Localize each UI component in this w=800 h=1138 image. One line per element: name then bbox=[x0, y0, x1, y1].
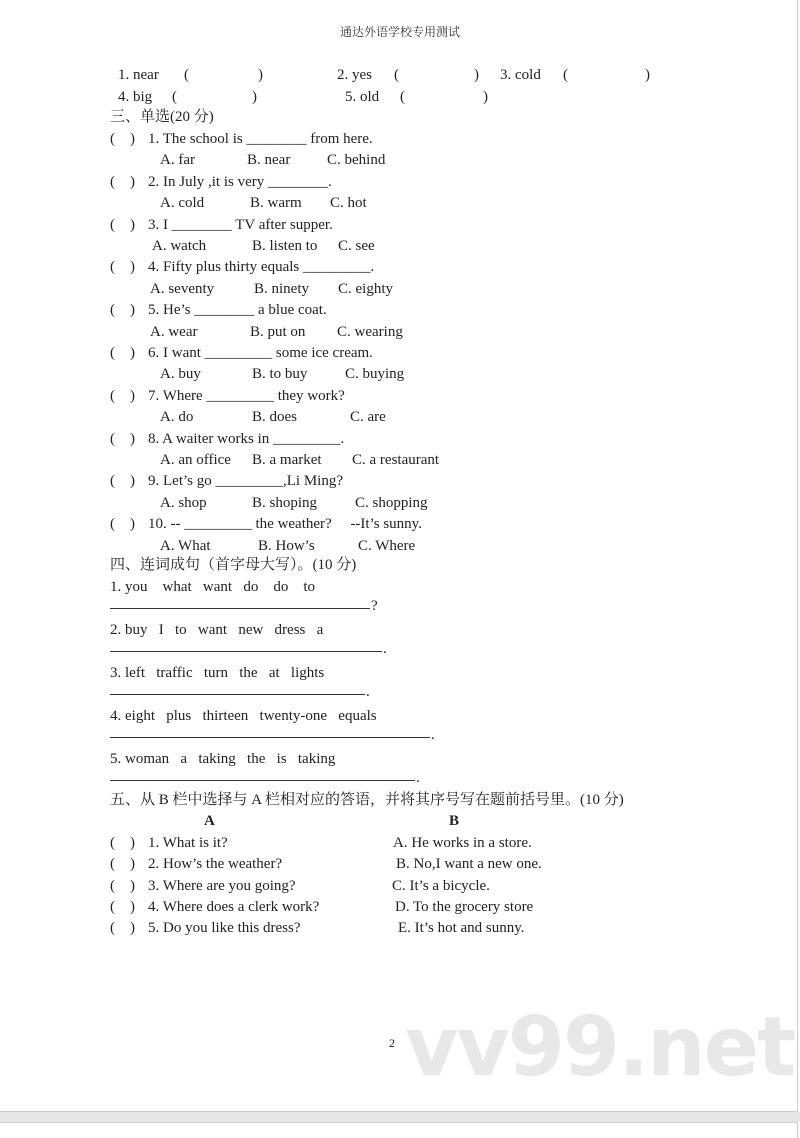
option: C. Where bbox=[358, 537, 416, 554]
answer-bracket-open: ( bbox=[563, 67, 568, 83]
option: C. hot bbox=[330, 195, 367, 212]
question-text: 4. Fifty plus thirty equals _________. bbox=[148, 259, 375, 276]
word-list: 1. you what want do do to bbox=[110, 579, 315, 595]
question-text: 5. He’s ________ a blue coat. bbox=[148, 302, 327, 319]
option: C. eighty bbox=[338, 280, 393, 297]
question-text: 1. The school is ________ from here. bbox=[148, 131, 373, 147]
answer-line bbox=[110, 694, 365, 695]
matching-word: 5. old bbox=[345, 89, 380, 105]
option: B. warm bbox=[250, 195, 302, 212]
option: A. shop bbox=[160, 494, 207, 511]
question-text: 2. In July ,it is very ________. bbox=[148, 173, 332, 190]
column-a-item: 5. Do you like this dress? bbox=[148, 920, 301, 937]
question-text: 3. I ________ TV after supper. bbox=[148, 216, 333, 233]
option: A. wear bbox=[150, 323, 198, 340]
option: B. a market bbox=[252, 452, 322, 468]
option: A. an office bbox=[160, 452, 231, 468]
answer-bracket-open: ( bbox=[172, 89, 177, 105]
answer-bracket: ( ) bbox=[110, 216, 135, 233]
option: A. What bbox=[160, 537, 211, 554]
answer-bracket-close: ) bbox=[252, 89, 257, 105]
matching-word: 1. near bbox=[118, 67, 159, 83]
column-b-item: B. No,I want a new one. bbox=[396, 856, 542, 873]
next-page-edge bbox=[0, 1122, 798, 1138]
column-b-item: D. To the grocery store bbox=[395, 898, 534, 915]
page-separator bbox=[0, 1112, 800, 1122]
option: B. How’s bbox=[258, 537, 315, 554]
question-text: 8. A waiter works in _________. bbox=[148, 430, 345, 447]
page-number: 2 bbox=[389, 1036, 395, 1050]
option: B. shoping bbox=[252, 494, 318, 511]
section-title: 三、单选(20 分) bbox=[110, 109, 214, 125]
answer-bracket: ( ) bbox=[110, 516, 135, 533]
column-b-item: E. It’s hot and sunny. bbox=[398, 920, 525, 937]
sentence-end-mark: . bbox=[366, 684, 370, 700]
question-text: 10. -- _________ the weather? --It’s sunny. bbox=[148, 516, 422, 533]
answer-bracket-open: ( bbox=[184, 67, 189, 83]
column-a-item: 3. Where are you going? bbox=[148, 877, 296, 894]
answer-bracket: ( ) bbox=[110, 835, 135, 851]
matching-word: 2. yes bbox=[337, 67, 372, 83]
answer-bracket: ( ) bbox=[110, 345, 135, 361]
question-text: 9. Let’s go _________,Li Ming? bbox=[148, 473, 343, 490]
answer-bracket-close: ) bbox=[645, 67, 650, 83]
option: C. a restaurant bbox=[352, 452, 440, 468]
option: B. to buy bbox=[252, 366, 308, 383]
column-a-item: 1. What is it? bbox=[148, 835, 228, 851]
question-text: 6. I want _________ some ice cream. bbox=[148, 345, 373, 361]
answer-bracket: ( ) bbox=[110, 473, 135, 490]
column-b-item: A. He works in a store. bbox=[393, 835, 532, 851]
matching-word: 3. cold bbox=[500, 67, 541, 83]
sentence-end-mark: ? bbox=[371, 598, 378, 614]
answer-bracket: ( ) bbox=[110, 920, 135, 937]
answer-bracket: ( ) bbox=[110, 898, 135, 915]
answer-line bbox=[110, 780, 415, 781]
answer-bracket: ( ) bbox=[110, 856, 135, 873]
option: A. far bbox=[160, 152, 195, 169]
answer-line bbox=[110, 651, 382, 652]
answer-bracket: ( ) bbox=[110, 131, 135, 147]
answer-line bbox=[110, 737, 430, 738]
option: C. buying bbox=[345, 366, 405, 383]
sentence-end-mark: . bbox=[416, 770, 420, 786]
option: A. buy bbox=[160, 366, 201, 383]
sentence-end-mark: . bbox=[431, 727, 435, 743]
answer-line bbox=[110, 608, 370, 609]
answer-bracket: ( ) bbox=[110, 387, 135, 404]
word-list: 5. woman a taking the is taking bbox=[110, 751, 336, 767]
option: B. does bbox=[252, 409, 297, 426]
answer-bracket-open: ( bbox=[394, 67, 399, 83]
answer-bracket-open: ( bbox=[400, 89, 405, 105]
answer-bracket: ( ) bbox=[110, 430, 135, 447]
option: C. wearing bbox=[337, 323, 403, 340]
option: A. seventy bbox=[150, 280, 215, 297]
answer-bracket: ( ) bbox=[110, 877, 135, 894]
section-title: 五、从 B 栏中选择与 A 栏相对应的答语，并将其序号写在题前括号里。(10 分) bbox=[110, 792, 624, 808]
option: B. put on bbox=[250, 323, 306, 340]
answer-bracket-close: ) bbox=[474, 67, 479, 83]
option: B. near bbox=[247, 152, 291, 169]
question-text: 7. Where _________ they work? bbox=[148, 387, 345, 404]
answer-bracket: ( ) bbox=[110, 302, 135, 319]
matching-word: 4. big bbox=[118, 89, 153, 105]
answer-bracket: ( ) bbox=[110, 173, 135, 190]
watermark: vv99.net bbox=[405, 1000, 795, 1095]
option: C. see bbox=[338, 238, 375, 254]
option: A. do bbox=[160, 409, 194, 426]
column-a-item: 2. How’s the weather? bbox=[148, 856, 283, 873]
option: B. listen to bbox=[252, 238, 318, 254]
option: B. ninety bbox=[254, 280, 309, 297]
option: A. cold bbox=[160, 195, 205, 212]
option: C. are bbox=[350, 409, 386, 426]
column-b-header: B bbox=[449, 813, 460, 829]
word-list: 3. left traffic turn the at lights bbox=[110, 665, 325, 681]
option: C. behind bbox=[327, 152, 386, 169]
option: A. watch bbox=[152, 238, 207, 254]
word-list: 2. buy I to want new dress a bbox=[110, 622, 324, 638]
section-title: 四、连词成句（首字母大写）。(10 分) bbox=[110, 557, 357, 573]
answer-bracket-close: ) bbox=[483, 89, 488, 105]
word-list: 4. eight plus thirteen twenty-one equals bbox=[110, 708, 377, 724]
answer-bracket-close: ) bbox=[258, 67, 263, 83]
page-header: 通达外语学校专用测试 bbox=[339, 25, 460, 39]
option: C. shopping bbox=[355, 494, 428, 511]
column-b-item: C. It’s a bicycle. bbox=[392, 877, 490, 894]
sentence-end-mark: . bbox=[383, 641, 387, 657]
answer-bracket: ( ) bbox=[110, 259, 135, 276]
column-a-item: 4. Where does a clerk work? bbox=[148, 898, 320, 915]
column-a-header: A bbox=[204, 813, 215, 829]
